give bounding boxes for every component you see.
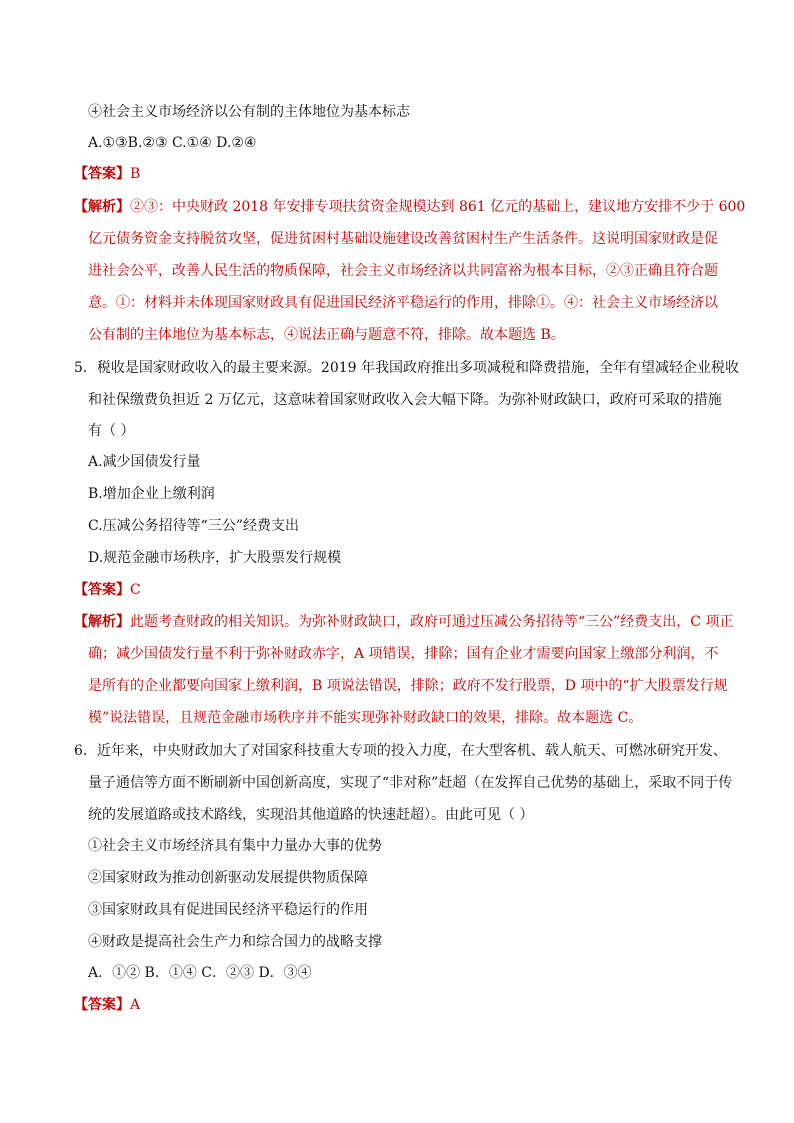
q6-option: ③国家财政具有促进国民经济平稳运行的作用 bbox=[88, 902, 368, 918]
q5-analysis-line: 是所有的企业都要向国家上缴利润，B 项说法错误，排除；政府不发行股票，D 项中的“扩大股票发行规 bbox=[88, 678, 728, 694]
q4-analysis-line bbox=[74, 197, 745, 217]
q6-choices: A．①② B．①④ C．②③ D．③④ bbox=[88, 965, 312, 981]
answer-value: B bbox=[130, 166, 141, 182]
q5-option: B.增加企业上缴利润 bbox=[88, 486, 215, 502]
analysis-text: ②③：中央财政 2018 年安排专项扶贫资金规模达到 861 亿元的基础上，建议地方安排不少于 600 bbox=[130, 199, 746, 215]
answer-value: A bbox=[130, 997, 141, 1013]
q6-stem-line: 6．近年来，中央财政加大了对国家科技重大专项的投入力度，在大型客机、载人航天、可燃冰研究开发、 bbox=[74, 743, 727, 759]
q5-answer bbox=[74, 580, 141, 600]
q4-analysis-line bbox=[88, 261, 718, 281]
analysis-text: 进社会公平，改善人民生活的物质保障，社会主义市场经济以共同富裕为根本目标， bbox=[88, 263, 606, 279]
q6-option: ①社会主义市场经济具有集中力量办大事的优势 bbox=[88, 838, 382, 854]
q5-option: A.减少国债发行量 bbox=[88, 454, 201, 470]
q6-answer bbox=[74, 995, 140, 1015]
q4-analysis-line: 意。①：材料并未体现国家财政具有促进国民经济平稳运行的作用，排除①。④：社会主义市场经济以 bbox=[88, 295, 718, 311]
q5-analysis-line bbox=[74, 612, 733, 632]
q4-answer bbox=[74, 164, 140, 184]
answer-tag: 【答案】 bbox=[74, 997, 130, 1013]
q5-option: C.压减公务招待等“三公”经费支出 bbox=[88, 518, 299, 534]
q6-option: ④财政是提高社会生产力和综合国力的战略支撑 bbox=[88, 934, 382, 950]
q5-analysis-line: 确；减少国债发行量不利于弥补财政赤字，A 项错误，排除；国有企业才需要向国家上缴部分利润，不 bbox=[88, 646, 719, 662]
q4-analysis-line: 公有制的主体地位为基本标志，④说法正确与题意不符，排除。故本题选 B。 bbox=[88, 327, 565, 343]
answer-tag: 【答案】 bbox=[74, 166, 130, 182]
analysis-tag: 【解析】 bbox=[74, 199, 130, 215]
q4-analysis-line: 亿元债务资金支持脱贫攻坚，促进贫困村基础设施建设改善贫困村生产生活条件。这说明国家财政是促 bbox=[88, 231, 718, 247]
q4-option-4: ④社会主义市场经济以公有制的主体地位为基本标志 bbox=[88, 104, 410, 120]
analysis-text: ②③正确且符合题 bbox=[606, 263, 718, 279]
q5-stem-line: 有（ ） bbox=[88, 423, 135, 439]
analysis-text: 此题考查财政的相关知识。为弥补财政缺口，政府可通过压减公务招待等“三公”经费支出，C 项正 bbox=[130, 614, 734, 630]
analysis-tag: 【解析】 bbox=[74, 614, 130, 630]
q5-analysis-line: 模”说法错误，且规范金融市场秩序并不能实现弥补财政缺口的效果，排除。故本题选 C。 bbox=[88, 710, 643, 726]
q5-stem-line: 5．税收是国家财政收入的最主要来源。2019 年我国政府推出多项减税和降费措施，全年有望减轻企业税收 bbox=[74, 360, 739, 376]
answer-tag: 【答案】 bbox=[74, 582, 130, 598]
q6-stem-line: 统的发展道路或技术路线，实现沿其他道路的快速赶超）。由此可见（ ） bbox=[88, 807, 534, 823]
q5-stem-line: 和社保缴费负担近 2 万亿元，这意味着国家财政收入会大幅下降。为弥补财政缺口，政府可采取的措施 bbox=[88, 392, 722, 408]
q6-option: ②国家财政为推动创新驱动发展提供物质保障 bbox=[88, 870, 368, 886]
answer-value: C bbox=[130, 582, 141, 598]
q4-choices: A.①③B.②③ C.①④ D.②④ bbox=[88, 135, 257, 151]
q5-option: D.规范金融市场秩序，扩大股票发行规模 bbox=[88, 550, 342, 566]
q6-stem-line: 量子通信等方面不断刷新中国创新高度，实现了“非对称”赶超（在发挥自己优势的基础上，采取不同于传 bbox=[88, 775, 733, 791]
